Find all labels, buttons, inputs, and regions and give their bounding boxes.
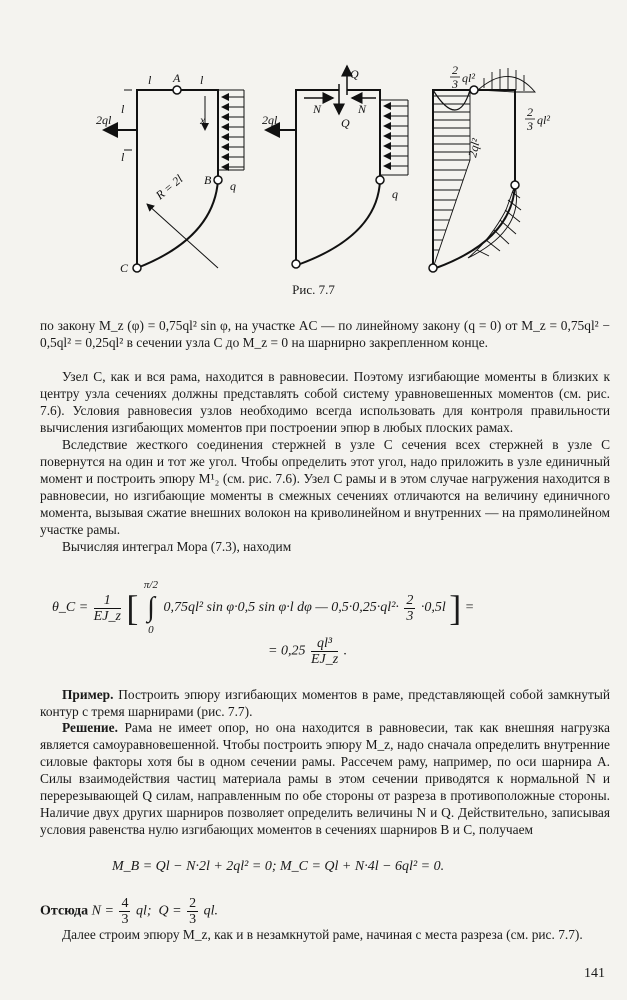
label-N-left: N (313, 102, 322, 116)
label-Q-down: Q (341, 116, 350, 130)
equation-result: = 0,25 $\frac{\text{ql³}}{EJ\_z}$ . (268, 636, 348, 667)
label-middle-force: 2ql (262, 113, 278, 127)
m2-num: 2 (527, 105, 533, 119)
example-paragraph: Пример. Построить эпюру изгибающих моментов в раме, представляющей собой замкнутый контур с тремя шарнирами (рис. 7.7). (40, 687, 610, 719)
left-dims (124, 90, 132, 150)
equation-moments: M_B = Ql − N·2l + 2ql² = 0; M_C = Ql + N·4l − 6ql² = 0. (112, 859, 445, 874)
label-hinge-A: A (173, 71, 181, 85)
paragraph-1: по закону M_z (φ) = 0,75ql² sin φ, на участке AC — по линейному закону (q = 0) от M_z = 0,75ql² − 0,5ql² = 0,25ql² в сечении узла C до M_z = 0 на шарнирно закрепленном конце. (40, 318, 610, 350)
paragraph-4: Вычисляя интеграл Мора (7.3), находим (62, 539, 292, 554)
hinge-B (214, 176, 222, 184)
eq1-lhs: θ_C = (52, 600, 89, 616)
solution-paragraph: Решение. Рама не имеет опор, но она находится в равновесии, так как внешняя нагрузка является самоуравновешенной. Чтобы построить эпюру M_z, надо сначала определить внутренние силовые факторы хотя бы в одном сечении рамы. Рассечем раму, например, по оси шарнира A. Силы взаимодействия частиц материала рамы в этом сечении приводятся к нормальной N и перерезывающей Q силам, направленным по обе стороны от разреза в противоположные стороны. Наличие двух других шарниров позволяет определить величины N и Q. Действительно, записывая условия равенства нулю изгибающих моментов в сечениях шарниров B и C, получаем (40, 720, 610, 837)
m2-den: 3 (527, 119, 533, 133)
label-coord-x: x (200, 113, 206, 127)
right-hinge-A (470, 86, 478, 94)
label-Q-up: Q (350, 67, 359, 81)
eq1-limits: π/2 ∫ 0 (143, 579, 158, 636)
label-hinge-C: C (120, 261, 129, 275)
label-N-right: N (358, 102, 367, 116)
right-frame (433, 90, 515, 268)
label-side-upper: l (121, 102, 125, 116)
paragraph-2: Узел C, как и вся рама, находится в равновесии. Поэтому изгибающие моменты в близких к центру узла сечениях должны представлять собой систему уравновешенных моментов (см. рис. 7.6). Условия равновесия узлов необходимо всегда использовать для контроля правильности вычисления изгибающих моментов при построении эпюр в любых плоских рамах. (40, 369, 610, 435)
right-hinge-B (511, 181, 519, 189)
m1-num: 2 (452, 63, 458, 77)
right-diagram-hatching (433, 68, 535, 268)
middle-hinge-B (376, 176, 384, 184)
label-side-lower: l (121, 150, 125, 164)
middle-frame (296, 90, 380, 264)
label-middle-q: q (392, 187, 398, 201)
figure-caption: Рис. 7.7 (292, 282, 335, 297)
middle-hinge-C (292, 260, 300, 268)
label-left-force: 2ql (96, 113, 112, 127)
figure-7-7 (0, 0, 627, 300)
m1-den: 3 (452, 77, 458, 91)
label-radius: R = 2l (152, 171, 186, 203)
m3-label: 2ql² (465, 137, 483, 159)
right-hinge-C (429, 264, 437, 272)
last-paragraph: Далее строим эпюру M_z, как и в незамкнутой раме, начиная с места разреза (см. рис. 7.7). (62, 927, 583, 942)
m2-tail: ql² (537, 113, 550, 127)
equation-N-Q: Отсюда N = $\frac{4}{3}$ ql; Q = $\frac{2}{3}$ ql. (40, 896, 218, 927)
eq1-frac: $\frac{1}{EJ\_z}$ (93, 592, 121, 624)
page-number: 141 (584, 966, 605, 981)
equation-mohr: θ_C = $\frac{1}{EJ\_z}$ [ π/2 ∫ 0 0,75ql² sin φ·0,5 sin φ·l dφ — 0,5·0,25·ql²· $\frac{2}{3}$ ·0,5l ] = (52, 579, 475, 636)
m1-tail: ql² (462, 71, 475, 85)
label-span-left: l (148, 73, 152, 87)
paragraph-3: Вследствие жесткого соединения стержней в узле C сечения всех стержней в узле C повернутся на один и тот же угол. Чтобы определить этот угол, надо приложить в узле единичный момент и построить эпюру M¹₂ (см. рис. 7.6). Узел C рамы и в этом случае нагружения находится в равновесии, но изгибающие моменты в смежных сечениях отличаются на величину единичного момента, вызывая сжатие внешних волокон на криволинейном и внутренних — на прямолинейном участке рамы. (40, 437, 610, 537)
left-distributed-load (218, 90, 244, 170)
label-load-q: q (230, 179, 236, 193)
label-hinge-B: B (204, 173, 212, 187)
hinge-C (133, 264, 141, 272)
hinge-A (173, 86, 181, 94)
label-span-right: l (200, 73, 204, 87)
eq1-frac2: $\frac{2}{3}$ (406, 592, 414, 624)
middle-distributed-load (380, 100, 408, 175)
eq1-body: 0,75ql² sin φ·0,5 sin φ·l dφ — 0,5·0,25·ql²· (163, 600, 399, 616)
